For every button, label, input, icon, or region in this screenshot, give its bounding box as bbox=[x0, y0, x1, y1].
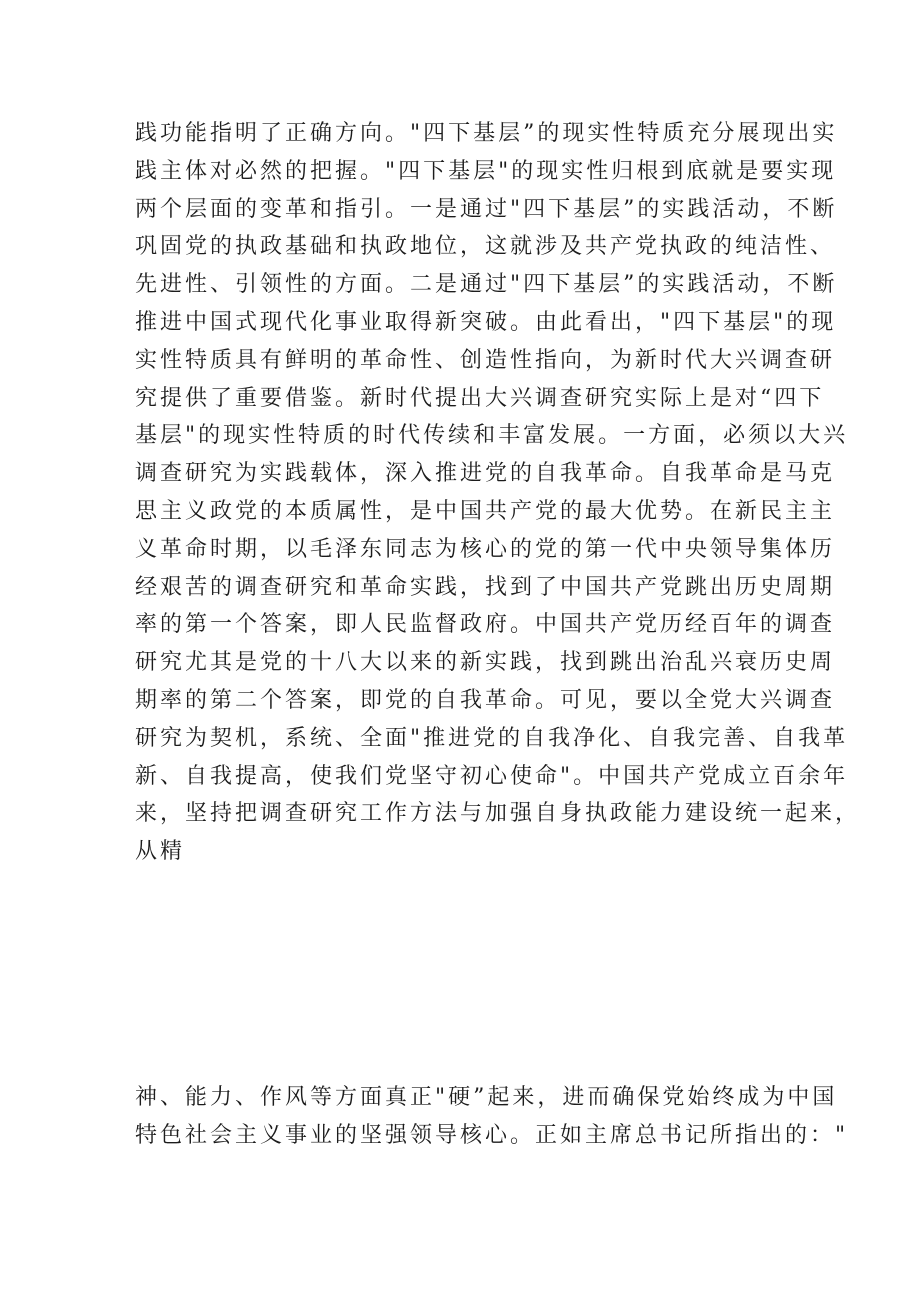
text-line: 来，坚持把调查研究工作方法与加强自身执政能力建设统一起来， bbox=[135, 801, 861, 827]
text-line: 推进中国式现代化事业取得新突破。由此看出，"四下基层"的现 bbox=[135, 309, 837, 335]
text-line: 研究尤其是党的十八大以来的新实践，找到跳出治乱兴衰历史周 bbox=[135, 650, 836, 676]
text-line: 巩固党的执政基础和执政地位，这就涉及共产党执政的纯洁性、 bbox=[135, 234, 836, 260]
text-line: 期率的第二个答案，即党的自我革命。可见，要以全党大兴调查 bbox=[135, 687, 836, 713]
text-line: 践主体对必然的把握。"四下基层"的现实性归根到底就是要实现 bbox=[135, 158, 837, 184]
text-line: 经艰苦的调查研究和革命实践，找到了中国共产党跳出历史周期 bbox=[135, 574, 836, 600]
paragraph-main bbox=[135, 115, 861, 871]
text-line: 研究为契机，系统、全面"推进党的自我净化、自我完善、自我革 bbox=[135, 725, 849, 751]
text-line: 率的第一个答案，即人民监督政府。中国共产党历经百年的调查 bbox=[135, 612, 836, 638]
text-line: 实性特质具有鲜明的革命性、创造性指向，为新时代大兴调查研 bbox=[135, 347, 836, 373]
text-line: 神、能力、作风等方面真正"硬”起来，进而确保党始终成为中国 bbox=[135, 1085, 838, 1110]
text-line: 基层"的现实性特质的时代传续和丰富发展。一方面，必须以大兴 bbox=[135, 423, 849, 449]
text-line: 两个层面的变革和指引。一是通过"四下基层”的实践活动，不断 bbox=[135, 196, 838, 222]
text-line: 新、自我提高，使我们党坚守初心使命"。中国共产党成立百余年 bbox=[135, 763, 849, 789]
text-line: 特色社会主义事业的坚强领导核心。正如主席总书记所指出的：" bbox=[135, 1122, 849, 1148]
text-line: 从精 bbox=[135, 839, 186, 865]
paragraph-continued bbox=[135, 1079, 849, 1155]
text-line: 思主义政党的本质属性，是中国共产党的最大优势。在新民主主 bbox=[135, 498, 836, 524]
text-line: 践功能指明了正确方向。"四下基层”的现实性特质充分展现出实 bbox=[135, 121, 838, 146]
text-line: 究提供了重要借鉴。新时代提出大兴调查研究实际上是对“四下 bbox=[135, 385, 825, 411]
text-line: 调查研究为实践载体，深入推进党的自我革命。自我革命是马克 bbox=[135, 461, 836, 487]
text-line: 义革命时期，以毛泽东同志为核心的党的第一代中央领导集体历 bbox=[135, 536, 836, 562]
text-line: 先进性、引领性的方面。二是通过"四下基层”的实践活动，不断 bbox=[135, 272, 838, 298]
